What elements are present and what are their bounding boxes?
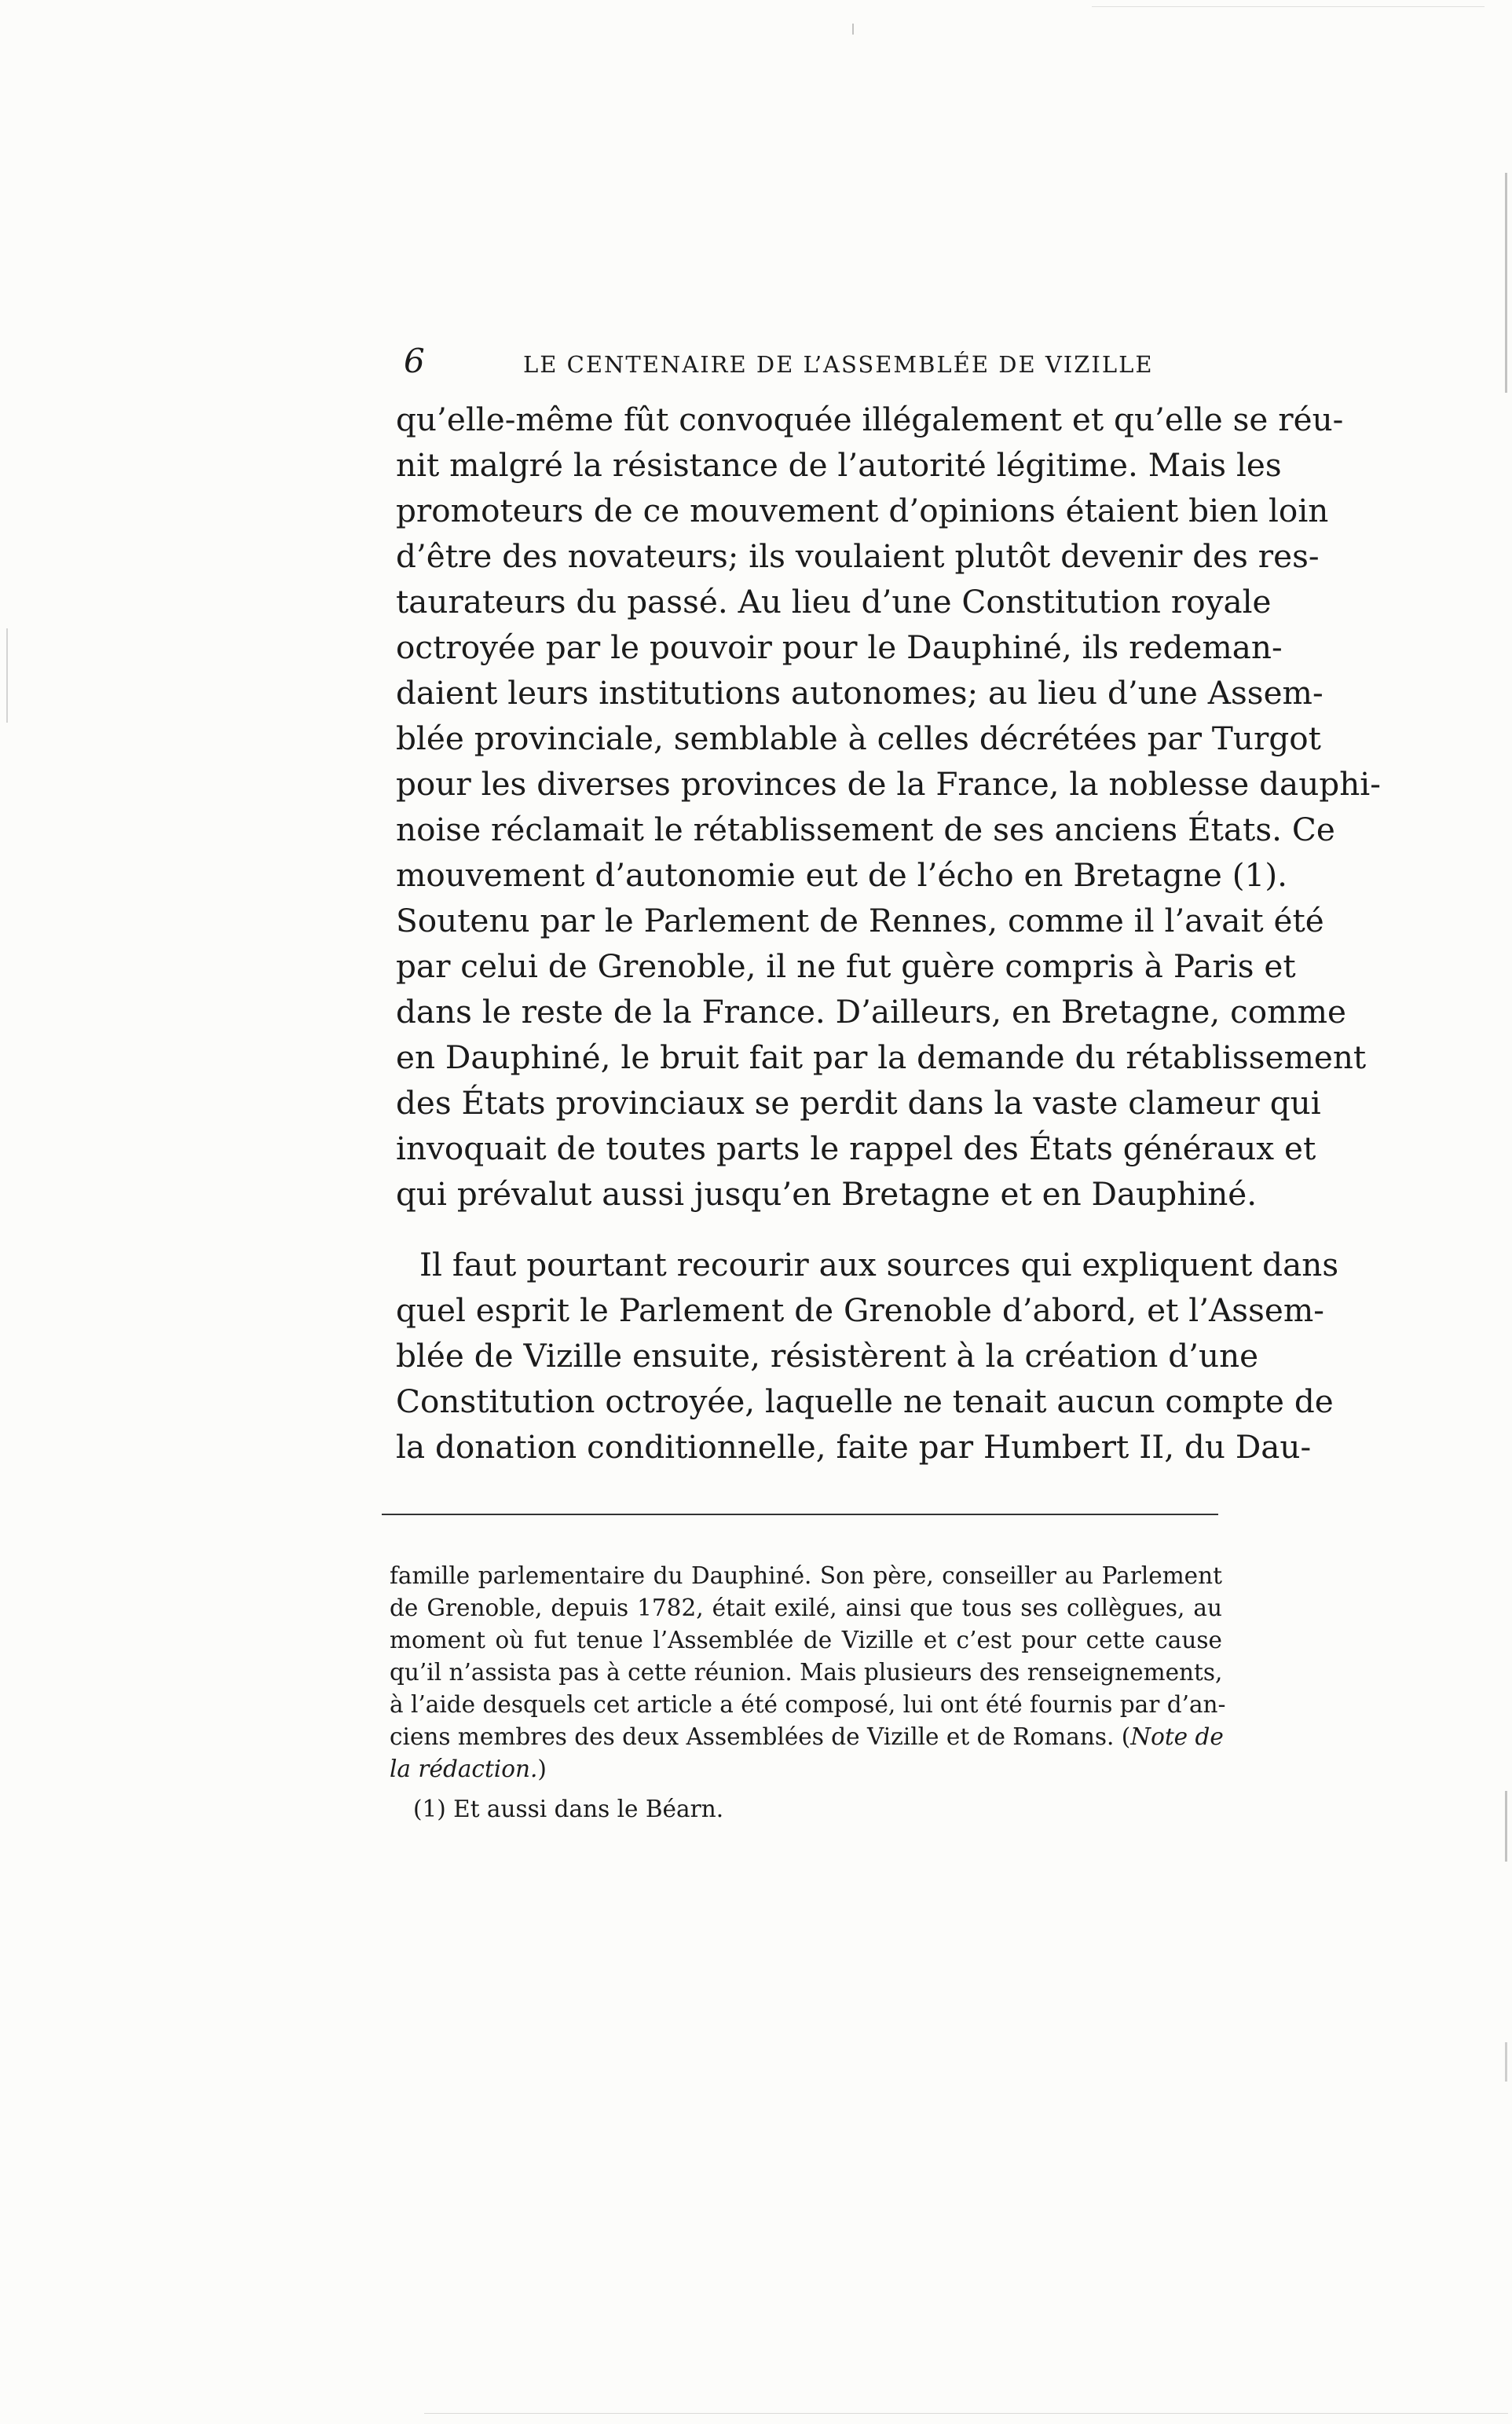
- footnote-continued: [390, 1560, 1226, 1785]
- footnote-line: de Grenoble, depuis 1782, était exilé, ainsi que tous ses collègues, au: [390, 1595, 1222, 1621]
- closing-paren: ): [537, 1756, 547, 1782]
- footnote-text: ciens membres des deux Assemblées de Vizille et de Romans. (: [390, 1723, 1131, 1750]
- text-line: Soutenu par le Parlement de Rennes, comme il l’avait été: [396, 902, 1324, 939]
- text-line: nit malgré la résistance de l’autorité légitime. Mais les: [396, 446, 1282, 484]
- text-line: blée provinciale, semblable à celles décrétées par Turgot: [396, 720, 1321, 757]
- scan-edge-mark: [852, 24, 854, 35]
- text-line: quel esprit le Parlement de Grenoble d’abord, et l’Assem-: [396, 1291, 1324, 1329]
- footnote-line: [390, 1753, 1222, 1785]
- footnote-line: qu’il n’assista pas à cette réunion. Mais plusieurs des renseignements,: [390, 1659, 1223, 1686]
- text-line: en Dauphiné, le bruit fait par la demande du rétablissement: [396, 1038, 1367, 1076]
- text-line: qui prévalut aussi jusqu’en Bretagne et en Dauphiné.: [396, 1175, 1258, 1213]
- footnote-line-with-note: [390, 1721, 1222, 1753]
- running-title: LE CENTENAIRE DE L’ASSEMBLÉE DE VIZILLE: [523, 351, 1154, 378]
- scan-edge-mark: [424, 2413, 1508, 2414]
- text-line: la donation conditionnelle, faite par Humbert II, du Dau-: [396, 1428, 1312, 1466]
- scan-edge-mark: [1505, 2042, 1507, 2082]
- footnote-line: moment où fut tenue l’Assemblée de Vizille et c’est pour cette cause: [390, 1627, 1222, 1653]
- text-line: dans le reste de la France. D’ailleurs, en Bretagne, comme: [396, 993, 1346, 1031]
- paragraph: [396, 397, 1381, 1217]
- footnotes: [390, 1560, 1226, 1825]
- scan-edge-mark: [1505, 173, 1507, 393]
- text-line: promoteurs de ce mouvement d’opinions étaient bien loin: [396, 492, 1329, 529]
- scan-edge-mark: [1505, 1791, 1507, 1862]
- text-line: blée de Vizille ensuite, résistèrent à la création d’une: [396, 1337, 1259, 1375]
- text-line: taurateurs du passé. Au lieu d’une Constitution royale: [396, 583, 1272, 621]
- text-line: invoquait de toutes parts le rappel des États généraux et: [396, 1130, 1316, 1167]
- text-line: par celui de Grenoble, il ne fut guère compris à Paris et: [396, 947, 1296, 985]
- text-line: mouvement d’autonomie eut de l’écho en Bretagne (1).: [396, 856, 1287, 894]
- text-line: Il faut pourtant recourir aux sources qui expliquent dans: [419, 1246, 1339, 1283]
- footnote-line: famille parlementaire du Dauphiné. Son père, conseiller au Parlement: [390, 1562, 1222, 1589]
- scan-edge-mark: [6, 628, 8, 723]
- footnote-line: à l’aide desquels cet article a été composé, lui ont été fournis par d’an-: [390, 1691, 1226, 1718]
- text-line: octroyée par le pouvoir pour le Dauphiné, ils redeman-: [396, 628, 1283, 666]
- paragraph: [396, 1242, 1339, 1470]
- text-line: qu’elle-même fût convoquée illégalement et qu’elle se réu-: [396, 401, 1344, 438]
- paragraph-gap: [396, 1217, 1236, 1242]
- text-line: noise réclamait le rétablissement de ses anciens États. Ce: [396, 811, 1335, 848]
- text-line: d’être des novateurs; ils voulaient plutôt devenir des res-: [396, 537, 1320, 575]
- body-text: [396, 397, 1381, 1470]
- editor-note: la rédaction.: [390, 1756, 538, 1782]
- text-line: Constitution octroyée, laquelle ne tenait aucun compte de: [396, 1382, 1334, 1420]
- scan-edge-mark: [1092, 6, 1485, 7]
- running-head: [404, 339, 1236, 383]
- editor-note: Note de: [1130, 1723, 1224, 1750]
- footnote-rule: [382, 1514, 1218, 1515]
- text-line: daient leurs institutions autonomes; au lieu d’une Assem-: [396, 674, 1323, 712]
- footnote-gap: [390, 1785, 1222, 1793]
- text-line: des États provinciaux se perdit dans la vaste clameur qui: [396, 1084, 1321, 1122]
- footnote-1: (1) Et aussi dans le Béarn.: [413, 1796, 724, 1822]
- page-number: 6: [404, 342, 425, 380]
- text-line: pour les diverses provinces de la France, la noblesse dauphi-: [396, 765, 1381, 803]
